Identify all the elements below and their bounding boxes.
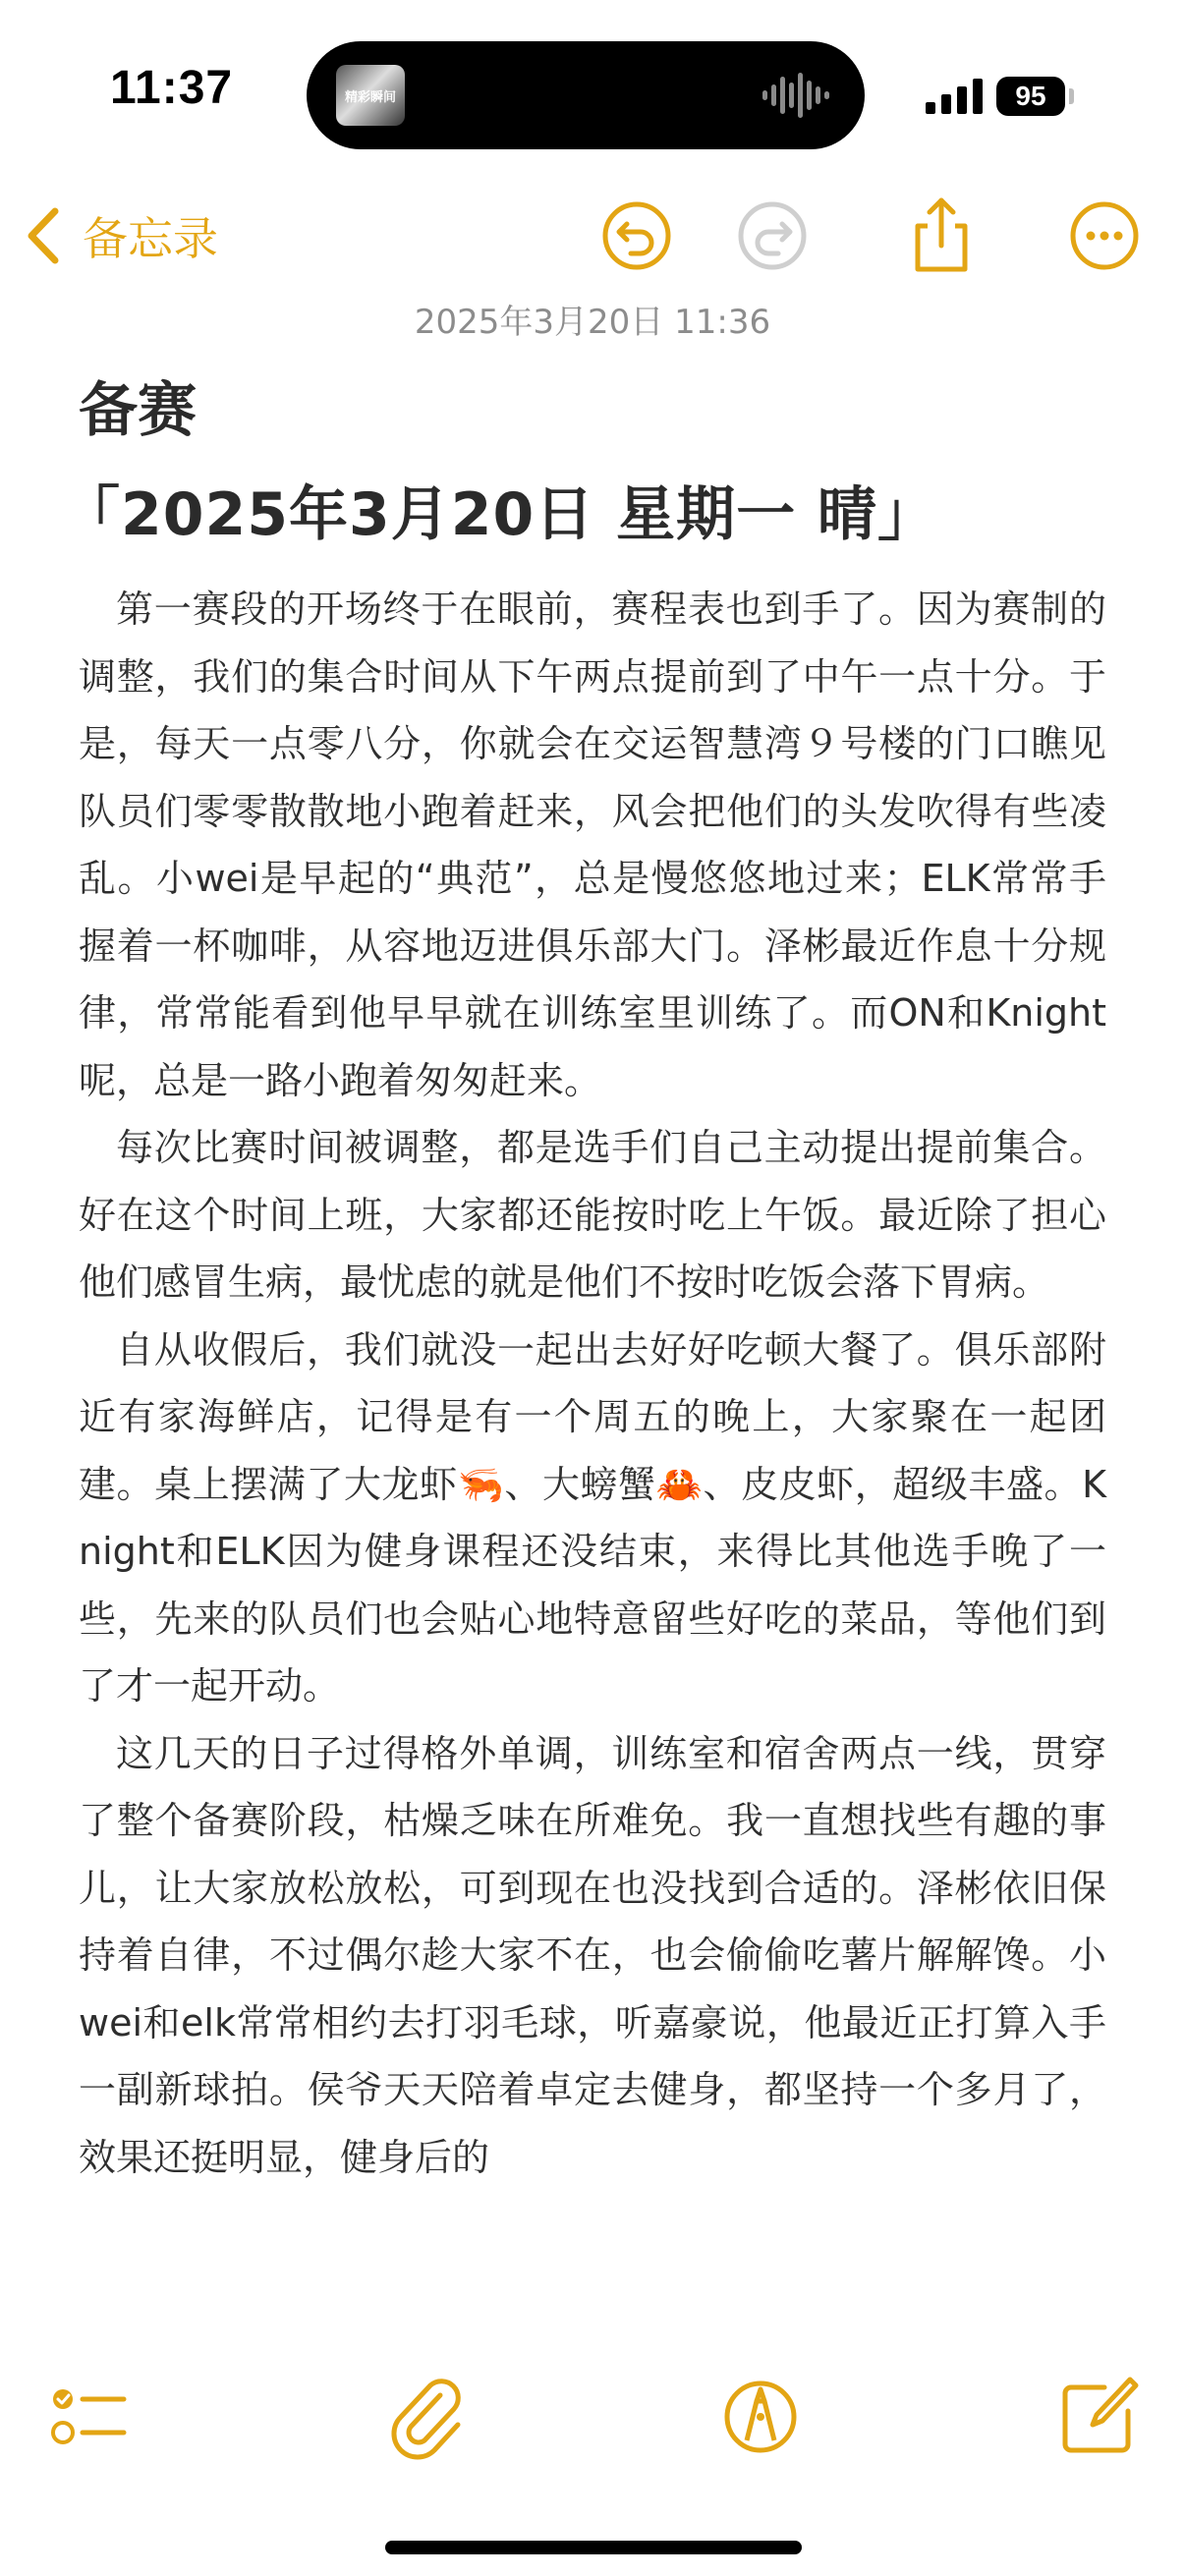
- dynamic-island[interactable]: [307, 41, 865, 149]
- compose-button[interactable]: [1047, 2368, 1146, 2466]
- note-paragraph: 第一赛段的开场终于在眼前，赛程表也到手了。因为赛制的调整，我们的集合时间从下午两点提前到了中午一点十分。于是，每天一点零八分，你就会在交运智慧湾９号楼的门口瞧见队员们零零散散地小跑着赶来，风会把他们的头发吹得有些凌乱。小wei是早起的“典范”，总是慢悠悠地过来；ELK常常手握着一杯咖啡，从容地迈进俱乐部大门。泽彬最近作息十分规律，常常能看到他早早就在训练室里训练了。而ON和Knight呢，总是一路小跑着匆匆赶来。: [79, 588, 1106, 1102]
- note-body[interactable]: [79, 576, 1106, 2191]
- note-paragraph: 每次比赛时间被调整，都是选手们自己主动提出提前集合。好在这个时间上班，大家都还能按时吃上午饭。最近除了担心他们感冒生病，最忧虑的就是他们不按时吃饭会落下胃病。: [79, 1126, 1106, 1304]
- redo-icon: [731, 195, 814, 277]
- chevron-left-icon: [22, 203, 67, 268]
- back-label: 备忘录: [83, 212, 218, 265]
- note-paragraph: 这几天的日子过得格外单调，训练室和宿舍两点一线，贯穿了整个备赛阶段，枯燥乏味在所难免。我一直想找些有趣的事儿，让大家放松放松，可到现在也没找到合适的。泽彬依旧保持着自律，不过偶尔趁大家不在，也会偷偷吃薯片解解馋。小wei和elk常常相约去打羽毛球，听嘉豪说，他最近正打算入手一副新球拍。侯爷天天陪着卓定去健身，都坚持一个多月了，效果还挺明显，健身后的: [79, 1731, 1106, 2179]
- share-button[interactable]: [900, 195, 983, 277]
- battery-indicator: 95: [996, 77, 1065, 116]
- ellipsis-circle-icon: [1063, 195, 1146, 277]
- markup-button[interactable]: [711, 2368, 810, 2466]
- checklist-button[interactable]: [39, 2368, 138, 2466]
- status-bar: [0, 0, 1185, 187]
- battery-tip: [1069, 88, 1074, 104]
- navigation-bar: [0, 187, 1185, 285]
- audio-waveform-icon: [762, 73, 831, 118]
- note-paragraph: 自从收假后，我们就没一起出去好好吃顿大餐了。俱乐部附近有家海鲜店，记得是有一个周五的晚上，大家聚在一起团建。桌上摆满了大龙虾🦐、大螃蟹🦀、皮皮虾，超级丰盛。Knight和ELK因为健身课程还没结束，来得比其他选手晚了一些，先来的队员们也会贴心地特意留些好吃的菜品，等他们到了才一起开动。: [79, 1327, 1106, 1708]
- home-indicator[interactable]: [385, 2541, 802, 2554]
- attachment-button[interactable]: [377, 2368, 476, 2466]
- note-timestamp: 2025年3月20日 11:36: [414, 303, 771, 342]
- now-playing-thumbnail[interactable]: [336, 65, 405, 126]
- pen-tip-icon: [711, 2368, 810, 2466]
- more-options-button[interactable]: [1063, 195, 1146, 277]
- redo-button[interactable]: [731, 195, 814, 277]
- note-title[interactable]: 备赛: [79, 376, 197, 445]
- checklist-icon: [39, 2368, 138, 2466]
- note-subtitle[interactable]: 「2025年3月20日 星期一 晴」: [61, 480, 938, 549]
- share-icon: [900, 195, 983, 277]
- paperclip-icon: [377, 2368, 476, 2466]
- undo-icon: [595, 195, 678, 277]
- compose-icon: [1047, 2368, 1146, 2466]
- undo-button[interactable]: [595, 195, 678, 277]
- cellular-signal-icon: [926, 79, 985, 114]
- bottom-toolbar: [0, 2368, 1185, 2476]
- status-time: 11:37: [110, 62, 234, 114]
- back-button[interactable]: [22, 196, 257, 275]
- thumbnail-label: 精彩瞬间: [344, 90, 396, 105]
